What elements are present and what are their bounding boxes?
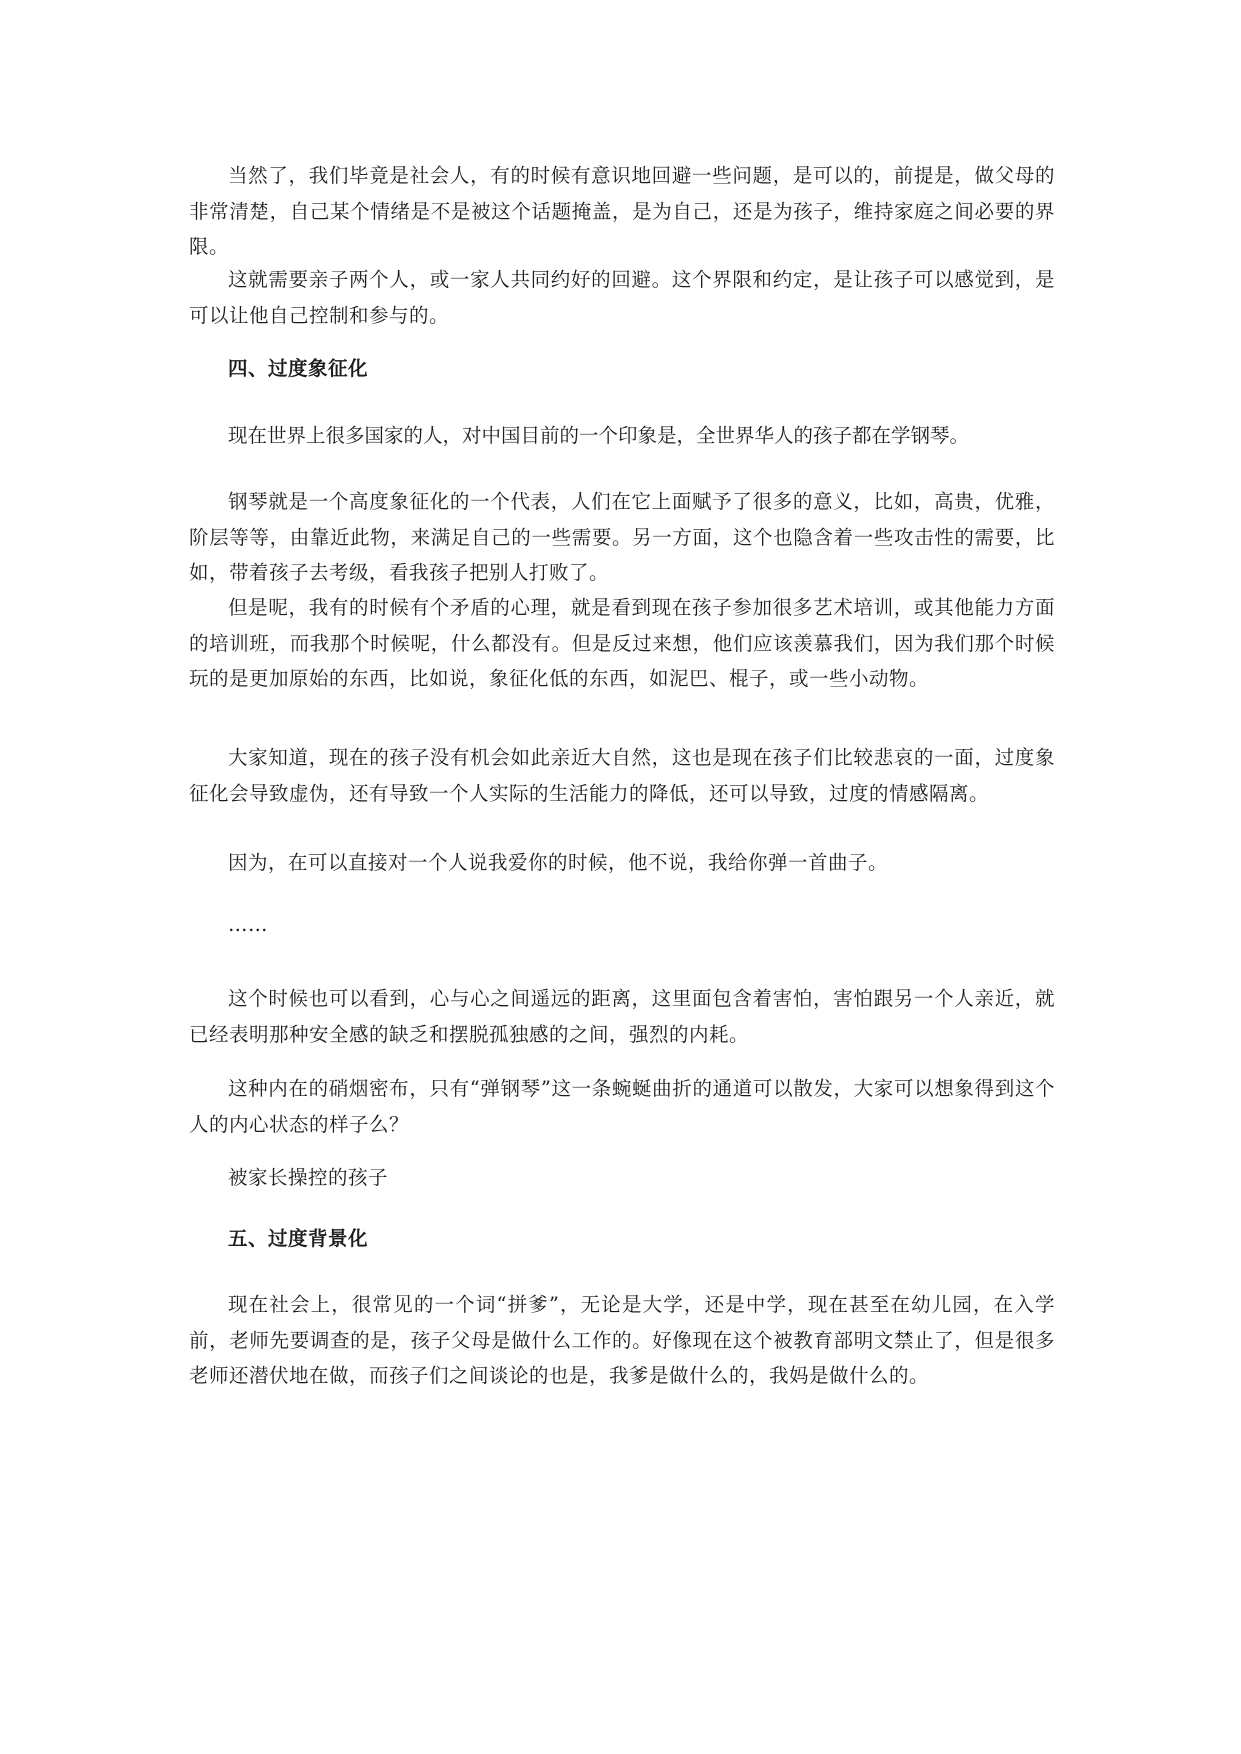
paragraph-boundaries: 当然了，我们毕竟是社会人，有的时候有意识地回避一些问题，是可以的，前提是，做父母的非常清楚，自己某个情绪是不是被这个话题掩盖，是为自己，还是为孩子，维持家庭之间必要的界限。 [189, 164, 1055, 258]
paragraph-i-love-you: 因为，在可以直接对一个人说我爱你的时候，他不说，我给你弹一首曲子。 [228, 851, 889, 874]
paragraph-controlled-child: 被家长操控的孩子 [228, 1166, 389, 1189]
paragraph-contradiction: 但是呢，我有的时候有个矛盾的心理，就是看到现在孩子参加很多艺术培训，或其他能力方面的培训班，而我那个时候呢，什么都没有。但是反过来想，他们应该羡慕我们，因为我们那个时候玩的是更加原始的东西，比如说，象征化低的东西，如泥巴、棍子，或一些小动物。 [189, 596, 1055, 690]
section-heading-over-background: 五、过度背景化 [228, 1227, 369, 1250]
paragraph-ellipsis: …… [228, 913, 268, 936]
paragraph-inner-state: 这种内在的硝烟密布，只有“弹钢琴”这一条蜿蜒曲折的通道可以散发，大家可以想象得到这个人的内心状态的样子么？ [189, 1077, 1055, 1136]
paragraph-distance: 这个时候也可以看到，心与心之间遥远的距离，这里面包含着害怕，害怕跟另一个人亲近，就已经表明那种安全感的缺乏和摆脱孤独感的之间，强烈的内耗。 [189, 987, 1055, 1046]
paragraph-nature: 大家知道，现在的孩子没有机会如此亲近大自然，这也是现在孩子们比较悲哀的一面，过度象征化会导致虚伪，还有导致一个人实际的生活能力的降低，还可以导致，过度的情感隔离。 [189, 746, 1055, 805]
paragraph-agreed-avoidance: 这就需要亲子两个人，或一家人共同约好的回避。这个界限和约定，是让孩子可以感觉到，是可以让他自己控制和参与的。 [189, 268, 1055, 327]
section-heading-over-symbolization: 四、过度象征化 [228, 357, 369, 380]
paragraph-pin-die: 现在社会上，很常见的一个词“拼爹”，无论是大学，还是中学，现在甚至在幼儿园，在入学前，老师先要调查的是，孩子父母是做什么工作的。好像现在这个被教育部明文禁止了，但是很多老师还潜伏地在做，而孩子们之间谈论的也是，我爹是做什么的，我妈是做什么的。 [189, 1293, 1055, 1387]
paragraph-piano-symbol: 钢琴就是一个高度象征化的一个代表，人们在它上面赋予了很多的意义，比如，高贵，优雅，阶层等等，由靠近此物，来满足自己的一些需要。另一方面，这个也隐含着一些攻击性的需要，比如，带着孩子去考级，看我孩子把别人打败了。 [189, 490, 1055, 584]
paragraph-piano-impression: 现在世界上很多国家的人，对中国目前的一个印象是，全世界华人的孩子都在学钢琴。 [228, 424, 970, 447]
